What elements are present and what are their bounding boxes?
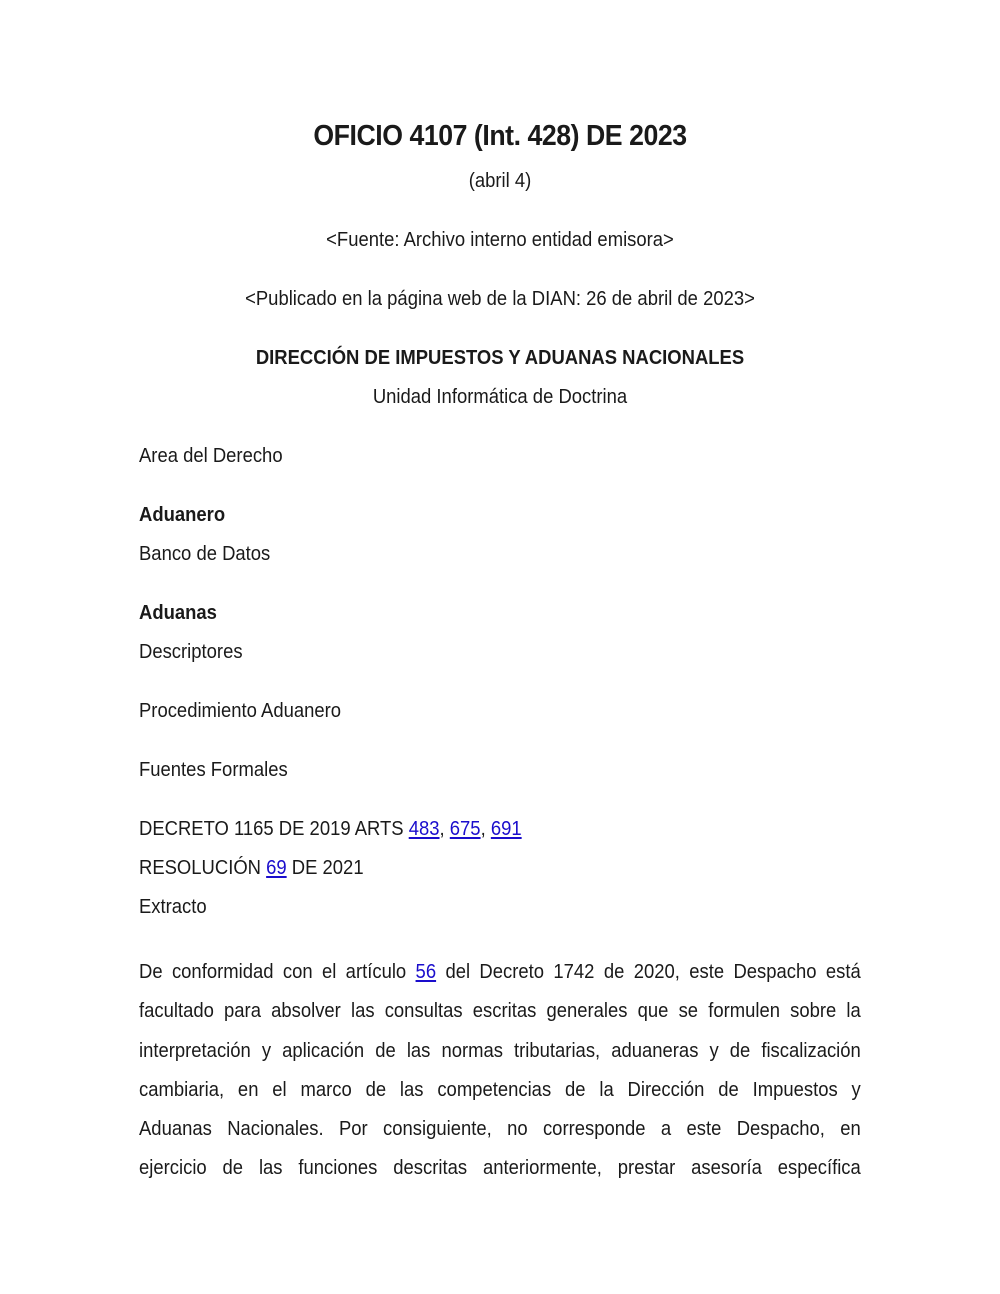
paragraph-line: interpretación y aplicación de las normas tributarias, aduaneras y de fiscalización (139, 1038, 861, 1062)
extract-paragraph (139, 952, 861, 1188)
bank-value: Aduanas (139, 601, 217, 624)
document-unit: Unidad Informática de Doctrina (372, 385, 628, 408)
paragraph-line: facultado para absolver las consultas escritas generales que se formulen sobre la (139, 999, 861, 1023)
paragraph-line: Aduanas Nacionales. Por consiguiente, no corresponde a este Despacho, en (139, 1117, 861, 1141)
decree-prefix: DECRETO 1165 DE 2019 ARTS (139, 817, 409, 840)
resolution-line (139, 854, 789, 882)
decree-line (139, 815, 789, 843)
decree-link-483[interactable]: 483 (408, 817, 440, 840)
bank-label: Banco de Datos (139, 542, 271, 565)
article-link-56[interactable]: 56 (415, 960, 437, 983)
descriptor-value: Procedimiento Aduanero (139, 699, 342, 722)
paragraph-line: cambiaria, en el marco de las competencias de la Dirección de Impuestos y (139, 1077, 861, 1101)
document-title: OFICIO 4107 (Int. 428) DE 2023 (313, 120, 687, 152)
resolution-prefix: RESOLUCIÓN (139, 856, 267, 879)
decree-link-675[interactable]: 675 (449, 817, 481, 840)
decree-separator: , (439, 817, 450, 840)
document-published: <Publicado en la página web de la DIAN: 26 de abril de 2023> (245, 287, 755, 310)
document-issuer: DIRECCIÓN DE IMPUESTOS Y ADUANAS NACIONALES (255, 346, 745, 369)
document-date: (abril 4) (468, 169, 532, 192)
descriptors-label: Descriptores (139, 640, 243, 663)
area-value: Aduanero (139, 503, 226, 526)
decree-separator: , (480, 817, 491, 840)
area-label: Area del Derecho (139, 444, 283, 467)
paragraph-line: De conformidad con el artículo 56 del Decreto 1742 de 2020, este Despacho está (139, 960, 861, 983)
paragraph-line: ejercicio de las funciones descritas anteriormente, prestar asesoría específica (139, 1156, 861, 1180)
resolution-suffix: DE 2021 (286, 856, 364, 879)
decree-link-691[interactable]: 691 (490, 817, 522, 840)
sources-label: Fuentes Formales (139, 758, 288, 781)
resolution-link-69[interactable]: 69 (266, 856, 287, 879)
extract-label: Extracto (139, 895, 207, 918)
document-source: <Fuente: Archivo interno entidad emisora> (326, 228, 674, 251)
